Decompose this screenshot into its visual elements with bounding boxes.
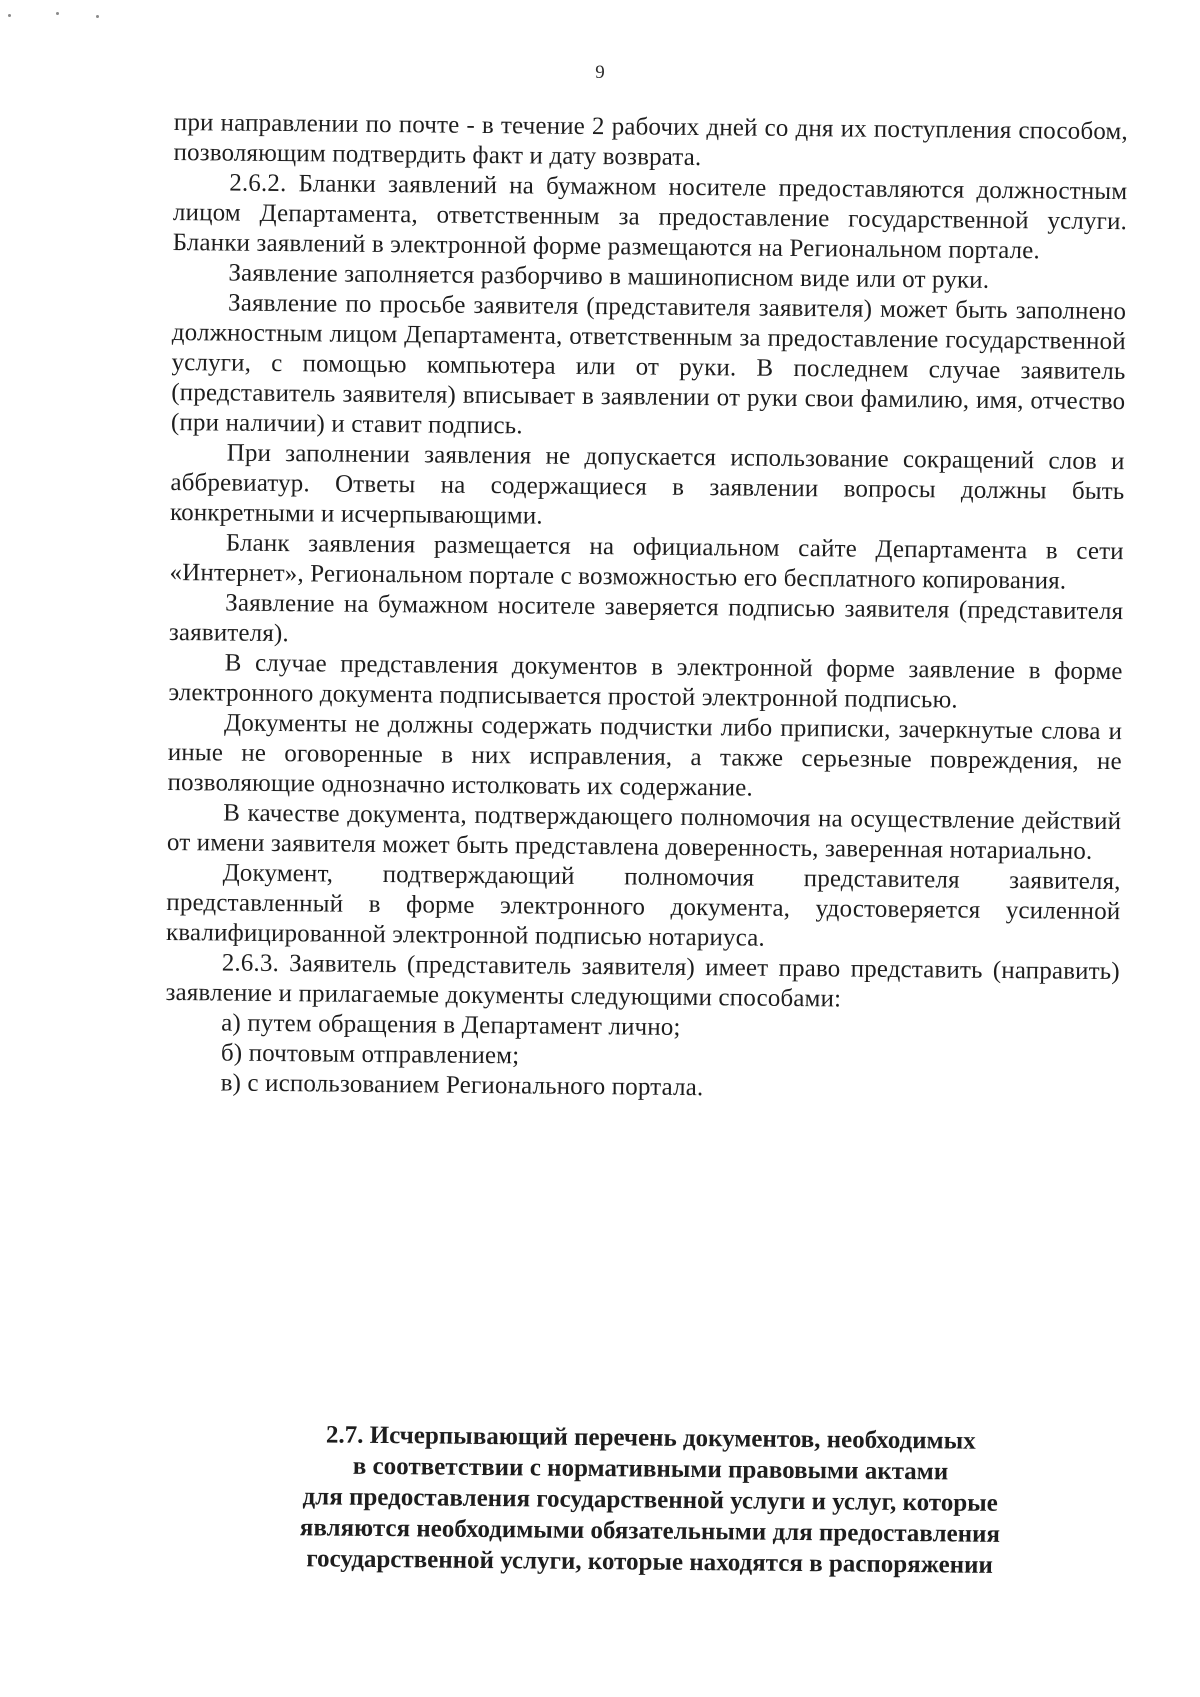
paragraph-2-6-3: 2.6.3. Заявитель (представитель заявителя) имеет право представить (направить) заявление и прилагаемые документы следующими способами: [165, 949, 1120, 1013]
heading-line: для предоставления государственной услуги и услуг, которые [302, 1483, 998, 1517]
list-item: б) почтовым отправлением; [220, 1039, 520, 1070]
scan-speck [56, 12, 59, 15]
section-heading-2-7 [173, 1418, 1128, 1582]
heading-line: государственной услуги, которые находятся в распоряжении [306, 1545, 994, 1579]
paragraph: Заявление на бумажном носителе заверяется подписью заявителя (представителя заявителя). [168, 589, 1124, 648]
document-body [164, 108, 1127, 1107]
paragraph: Документы не должны содержать подчистки либо приписки, зачеркнутые слова и иные не оговоренные в них исправления, а также серьезные повреждения, не позволяющие однозначно истолковать их содержание. [167, 709, 1123, 802]
paragraph: В качестве документа, подтверждающего полномочия на осуществление действий от имени заявителя может быть представлена доверенность, заверенная нотариально. [166, 799, 1122, 865]
paragraph: При заполнении заявления не допускается использование сокращений слов и аббревиатур. Ответы на содержащиеся в заявлении вопросы должны быть конкретными и исчерпывающими. [169, 439, 1125, 530]
paragraph: Документ, подтверждающий полномочия представителя заявителя, представленный в форме электронного документа, удостоверяется усиленной квалифицированной электронной подписью нотариуса. [165, 859, 1121, 952]
paragraph: Заявление заполняется разборчиво в машинописном виде или от руки. [228, 259, 990, 294]
paragraph: Бланк заявления размещается на официальном сайте Департамента в сети «Интернет», Региональном портале с возможностью его бесплатного копирования. [169, 529, 1124, 595]
paragraph-continuation: при направлении по почте - в течение 2 рабочих дней со дня их поступления способом, позволяющим подтвердить факт и дату возврата. [173, 108, 1128, 172]
scan-artifacts [8, 12, 128, 22]
paragraph-2-6-2: 2.6.2. Бланки заявлений на бумажном носителе предоставляются должностным лицом Департамента, ответственным за предоставление государственной услуги. Бланки заявлений в электронной форме размещаются на Региональном портале. [172, 169, 1128, 265]
list-item: в) с использованием Регионального портала. [220, 1069, 704, 1102]
list-item: а) путем обращения в Департамент лично; [221, 1009, 681, 1041]
scan-speck [8, 14, 11, 17]
heading-line: в соответствии с нормативными правовыми актами [352, 1452, 949, 1486]
page-number: 9 [595, 62, 605, 83]
scan-speck [96, 15, 99, 18]
heading-line: 2.7. Исчерпывающий перечень документов, необходимых [325, 1421, 976, 1455]
heading-line: являются необходимыми обязательными для предоставления [299, 1514, 1001, 1548]
paragraph: В случае представления документов в электронной форме заявление в форме электронного документа подписывается простой электронной подписью. [168, 649, 1123, 714]
paragraph: Заявление по просьбе заявителя (представителя заявителя) может быть заполнено должностным лицом Департамента, ответственным за предоставление государственной услуги, с помощью компьютера или от руки. В последнем случае заявитель (представитель заявителя) вписывает в заявлении от руки свои фамилию, имя, отчество (при наличии) и ставит подпись. [170, 289, 1127, 440]
